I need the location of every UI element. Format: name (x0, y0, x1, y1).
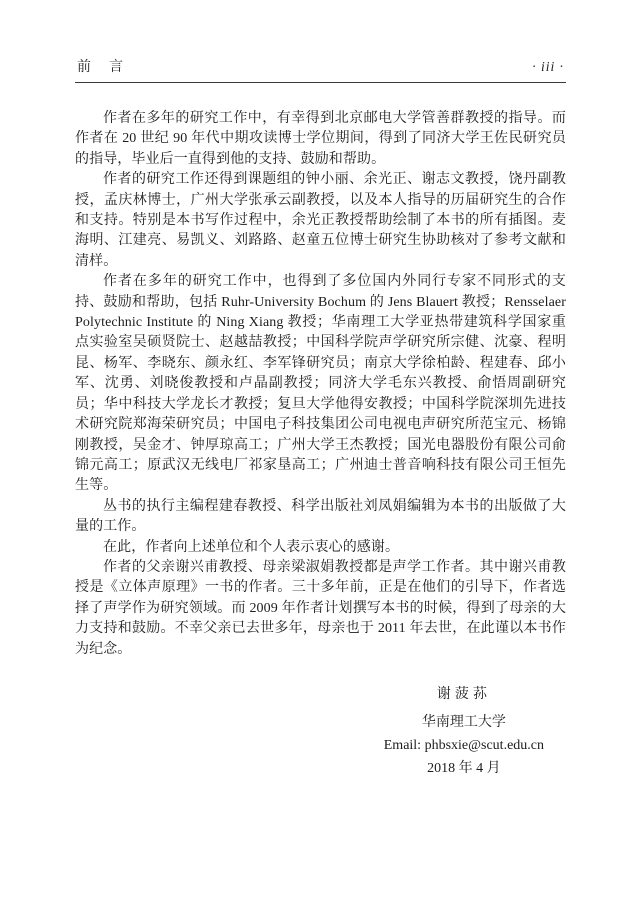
paragraph: 作者的研究工作还得到课题组的钟小丽、余光正、谢志文教授，饶丹副教授，孟庆林博士，广州大学张承云副教授，以及本人指导的历届研究生的合作和支持。特别是本书写作过程中，余光正教授帮助绘制了本书的所有插图。麦海明、江建亮、易凯义、刘路路、赵童五位博士研究生协助核对了参考文献和清样。 (75, 172, 566, 269)
paragraph: 丛书的执行主编程建春教授、科学出版社刘凤娟编辑为本书的出版做了大量的工作。 (75, 498, 566, 535)
preface-title: 前 言 (77, 60, 125, 75)
signature-email: Email: phbsxie@scut.edu.cn (383, 737, 544, 753)
signature-date: 2018 年 4 月 (427, 760, 501, 776)
signature-block (384, 684, 544, 780)
page-number: · iii · (532, 59, 564, 74)
paragraph: 作者的父亲谢兴甫教授、母亲梁淑娟教授都是声学工作者。其中谢兴甫教授是《立体声原理》一书的作者。三十多年前，正是在他们的引导下，作者选择了声学作为研究领域。而 2009 年作者计划撰写本书的时候，得到了母亲的大力支持和鼓励。不幸父亲已去世多年，母亲也于 2011 年去世，在此谨以本书作为纪念。 (75, 559, 566, 657)
signature-affiliation: 华南理工大学 (421, 714, 506, 730)
signature-name: 谢菠荪 (436, 686, 491, 702)
page-content (75, 56, 566, 780)
paragraph: 作者在多年的研究工作中，也得到了多位国内外同行专家不同形式的支持、鼓励和帮助，包括 Ruhr-University Bochum 的 Jens Blauert 教授；Rensselaer Polytechnic Institute 的 Ning Xiang 教授；华南理工大学亚热带建筑科学国家重点实验室吴硕贤院士、赵越喆教授；中国科学院声学研究所宗健、沈豪、程明昆、杨军、李晓东、颜永红、李军锋研究员；南京大学徐柏龄、程建春、邱小军、沈勇、刘晓俊教授和卢晶副教授；同济大学毛东兴教授、俞悟周副研究员；华中科技大学龙长才教授；复旦大学他得安教授；中国科学院深圳先进技术研究院郑海荣研究员；中国电子科技集团公司电视电声研究所范宝元、杨锦刚教授，吴金才、钟厚琼高工；广州大学王杰教授；国光电器股份有限公司俞锦元高工；原武汉无线电厂祁家垦高工；广州迪士普音响科技有限公司王恒先生等。 (75, 274, 566, 494)
paragraph: 作者在多年的研究工作中，有幸得到北京邮电大学管善群教授的指导。而作者在 20 世纪 90 年代中期攻读博士学位期间，得到了同济大学王佐民研究员的指导，毕业后一直得到他的支持、鼓励和帮助。 (75, 111, 566, 167)
paragraph: 在此，作者向上述单位和个人表示衷心的感谢。 (103, 539, 400, 555)
running-header (75, 56, 566, 83)
preface-body (75, 109, 566, 660)
